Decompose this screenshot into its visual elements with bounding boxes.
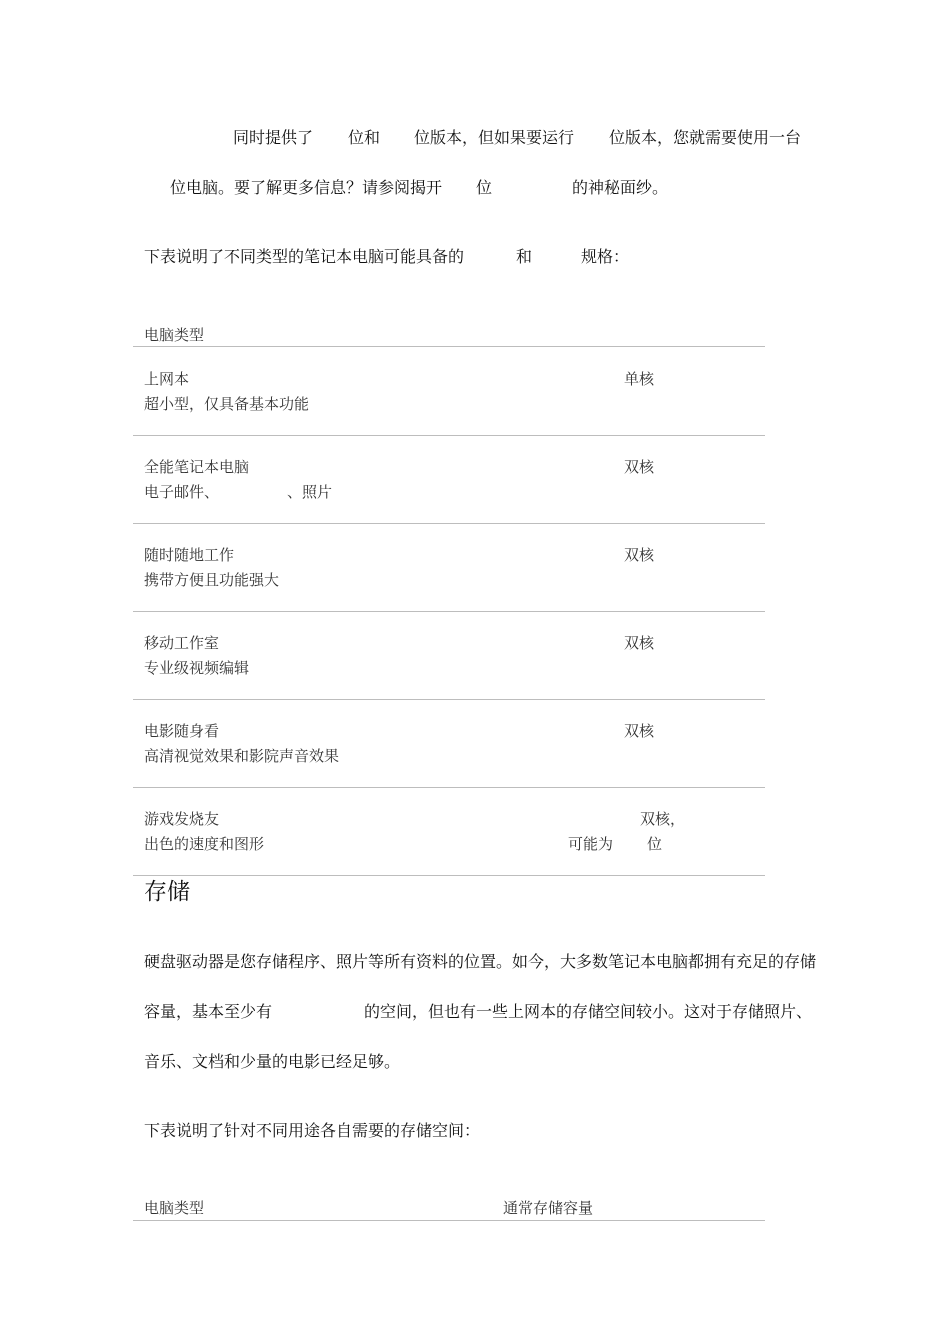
storage-table-header-type: 电脑类型 xyxy=(144,1199,205,1217)
row-type: 上网本 xyxy=(144,370,190,388)
storage-para-line2-b: 的空间，但也有一些上网本的存储空间较小。这对于存储照片、 xyxy=(364,1002,813,1021)
table-divider xyxy=(133,346,765,347)
row-cpu: 双核 xyxy=(624,634,655,652)
row-desc: 超小型，仅具备基本功能 xyxy=(144,395,310,413)
storage-heading: 存储 xyxy=(144,879,190,905)
cpu-table-intro-b: 和 xyxy=(516,247,533,266)
table-divider xyxy=(133,1220,765,1221)
intro-line1-part-b: 位和 xyxy=(348,128,381,147)
table-divider xyxy=(133,787,765,788)
row-cpu: 单核 xyxy=(624,370,655,388)
row-cpu-note-bits: 位 xyxy=(647,835,663,853)
cpu-table-intro-c: 规格： xyxy=(581,247,630,266)
row-cpu-note: 可能为 xyxy=(568,835,614,853)
table-divider xyxy=(133,523,765,524)
table-divider xyxy=(133,611,765,612)
intro-line2-part-a: 位电脑。要了解更多信息？请参阅揭开 xyxy=(170,178,443,197)
intro-line1-part-a: 同时提供了 xyxy=(233,128,314,147)
intro-line1-part-d: 位版本，您就需要使用一台 xyxy=(609,128,802,147)
row-type: 随时随地工作 xyxy=(144,546,235,564)
storage-table-header-capacity: 通常存储容量 xyxy=(503,1199,594,1217)
table-divider xyxy=(133,699,765,700)
row-desc: 出色的速度和图形 xyxy=(144,835,265,853)
storage-para-line1: 硬盘驱动器是您存储程序、照片等所有资料的位置。如今，大多数笔记本电脑都拥有充足的存储 xyxy=(144,952,817,971)
row-type: 游戏发烧友 xyxy=(144,810,220,828)
row-type: 移动工作室 xyxy=(144,634,220,652)
row-desc: 携带方便且功能强大 xyxy=(144,571,280,589)
storage-para-line3: 音乐、文档和少量的电影已经足够。 xyxy=(144,1052,401,1071)
row-type: 电影随身看 xyxy=(144,722,220,740)
cpu-table-header-type: 电脑类型 xyxy=(144,326,205,344)
row-desc-continued: 、照片 xyxy=(287,483,333,501)
intro-line2-part-c: 的神秘面纱。 xyxy=(572,178,669,197)
intro-line1-part-c: 位版本，但如果要运行 xyxy=(414,128,575,147)
table-divider xyxy=(133,435,765,436)
row-desc: 电子邮件、 xyxy=(144,483,220,501)
cpu-table-intro-a: 下表说明了不同类型的笔记本电脑可能具备的 xyxy=(144,247,465,266)
row-cpu: 双核， xyxy=(640,810,686,828)
row-type: 全能笔记本电脑 xyxy=(144,458,250,476)
table-divider xyxy=(133,875,765,876)
row-desc: 专业级视频编辑 xyxy=(144,659,250,677)
storage-para-line2-a: 容量，基本至少有 xyxy=(144,1002,273,1021)
row-cpu: 双核 xyxy=(624,722,655,740)
storage-table-intro: 下表说明了针对不同用途各自需要的存储空间： xyxy=(144,1121,481,1140)
intro-line2-part-b: 位 xyxy=(476,178,493,197)
row-desc: 高清视觉效果和影院声音效果 xyxy=(144,747,340,765)
row-cpu: 双核 xyxy=(624,546,655,564)
row-cpu: 双核 xyxy=(624,458,655,476)
